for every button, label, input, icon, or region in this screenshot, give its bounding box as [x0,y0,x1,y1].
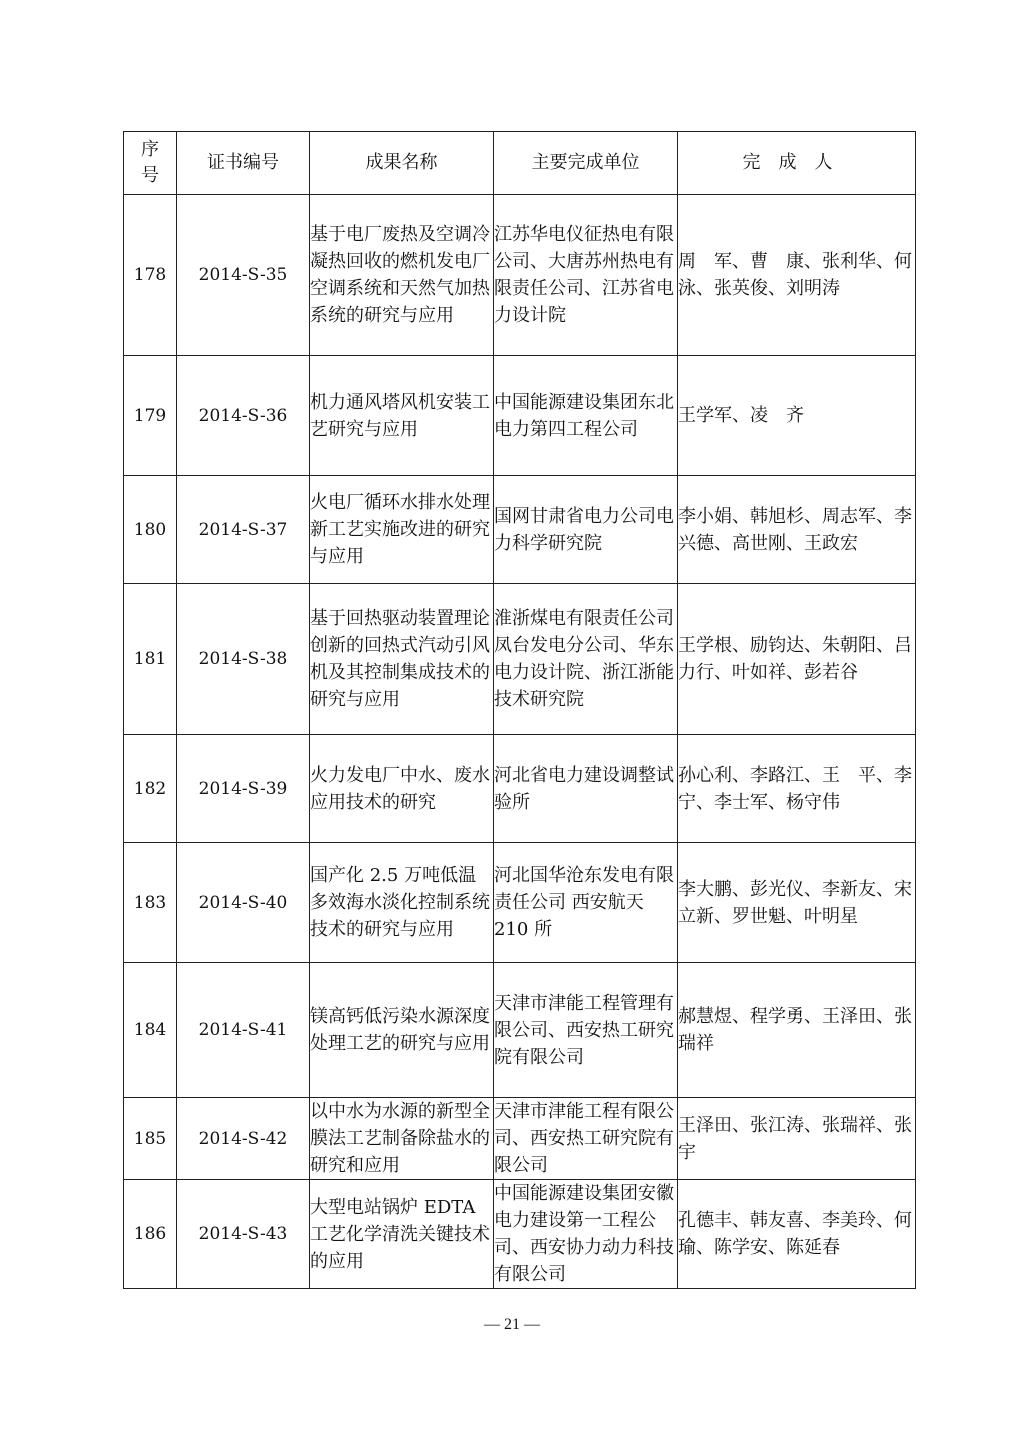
cell-serial-no: 186 [124,1180,177,1289]
cell-title: 国产化 2.5 万吨低温多效海水淡化控制系统技术的研究与应用 [310,843,494,963]
table-row [124,843,916,963]
cell-unit: 天津市津能工程有限公司、西安热工研究院有限公司 [494,1098,678,1180]
table-header-row [124,132,916,195]
cell-cert-no: 2014-S-39 [177,735,310,843]
header-unit: 主要完成单位 [494,132,678,195]
cell-serial-no: 180 [124,476,177,584]
cell-cert-no: 2014-S-36 [177,356,310,476]
cell-unit: 江苏华电仪征热电有限公司、大唐苏州热电有限责任公司、江苏省电力设计院 [494,195,678,356]
cell-unit: 中国能源建设集团东北电力第四工程公司 [494,356,678,476]
cell-cert-no: 2014-S-38 [177,584,310,735]
cell-people: 王学根、励钧达、朱朝阳、吕力行、叶如祥、彭若谷 [678,584,916,735]
header-serial-no-line2: 号 [141,165,159,186]
cell-serial-no: 183 [124,843,177,963]
cell-serial-no: 178 [124,195,177,356]
cell-cert-no: 2014-S-35 [177,195,310,356]
table-row [124,963,916,1098]
cell-cert-no: 2014-S-40 [177,843,310,963]
header-serial-no-line1: 序 [141,139,159,160]
cell-serial-no: 182 [124,735,177,843]
cell-cert-no: 2014-S-42 [177,1098,310,1180]
cell-people: 周 军、曹 康、张利华、何 泳、张英俊、刘明涛 [678,195,916,356]
cell-title: 基于回热驱动装置理论创新的回热式汽动引风机及其控制集成技术的研究与应用 [310,584,494,735]
table-row [124,1180,916,1289]
cell-serial-no: 181 [124,584,177,735]
cell-unit: 国网甘肃省电力公司电力科学研究院 [494,476,678,584]
table-row [124,1098,916,1180]
cell-title: 以中水为水源的新型全膜法工艺制备除盐水的研究和应用 [310,1098,494,1180]
cell-serial-no: 185 [124,1098,177,1180]
cell-people: 孙心利、李路江、王 平、李 宁、李士军、杨守伟 [678,735,916,843]
table-row [124,476,916,584]
cell-serial-no: 184 [124,963,177,1098]
page-number: — 21 — [484,1316,540,1333]
table-row [124,584,916,735]
cell-unit: 天津市津能工程管理有限公司、西安热工研究院有限公司 [494,963,678,1098]
cell-title: 机力通风塔风机安装工艺研究与应用 [310,356,494,476]
cell-title: 火电厂循环水排水处理新工艺实施改进的研究与应用 [310,476,494,584]
header-serial-no [124,132,177,195]
cell-cert-no: 2014-S-41 [177,963,310,1098]
table-row [124,356,916,476]
awards-table [123,131,930,1289]
header-title: 成果名称 [310,132,494,195]
cell-unit: 河北国华沧东发电有限责任公司 西安航天 210 所 [494,843,678,963]
cell-people: 郝慧煜、程学勇、王泽田、张瑞祥 [678,963,916,1098]
cell-serial-no: 179 [124,356,177,476]
header-people: 完成人 [678,132,916,195]
cell-unit: 中国能源建设集团安徽电力建设第一工程公司、西安协力动力科技有限公司 [494,1180,678,1289]
cell-people: 孔德丰、韩友喜、李美玲、何 瑜、陈学安、陈延春 [678,1180,916,1289]
cell-cert-no: 2014-S-37 [177,476,310,584]
cell-people: 王泽田、张江涛、张瑞祥、张 宇 [678,1098,916,1180]
cell-people: 王学军、凌 齐 [678,356,916,476]
cell-cert-no: 2014-S-43 [177,1180,310,1289]
cell-people: 李小娟、韩旭杉、周志军、李兴德、高世刚、王政宏 [678,476,916,584]
cell-title: 基于电厂废热及空调冷凝热回收的燃机发电厂空调系统和天然气加热系统的研究与应用 [310,195,494,356]
table-row [124,735,916,843]
cell-title: 镁高钙低污染水源深度处理工艺的研究与应用 [310,963,494,1098]
cell-title: 大型电站锅炉 EDTA 工艺化学清洗关键技术的应用 [310,1180,494,1289]
cell-people: 李大鹏、彭光仪、李新友、宋立新、罗世魁、叶明星 [678,843,916,963]
cell-title: 火力发电厂中水、废水应用技术的研究 [310,735,494,843]
cell-unit: 河北省电力建设调整试验所 [494,735,678,843]
table-row [124,195,916,356]
cell-unit: 淮浙煤电有限责任公司凤台发电分公司、华东电力设计院、浙江浙能技术研究院 [494,584,678,735]
header-cert-no: 证书编号 [177,132,310,195]
